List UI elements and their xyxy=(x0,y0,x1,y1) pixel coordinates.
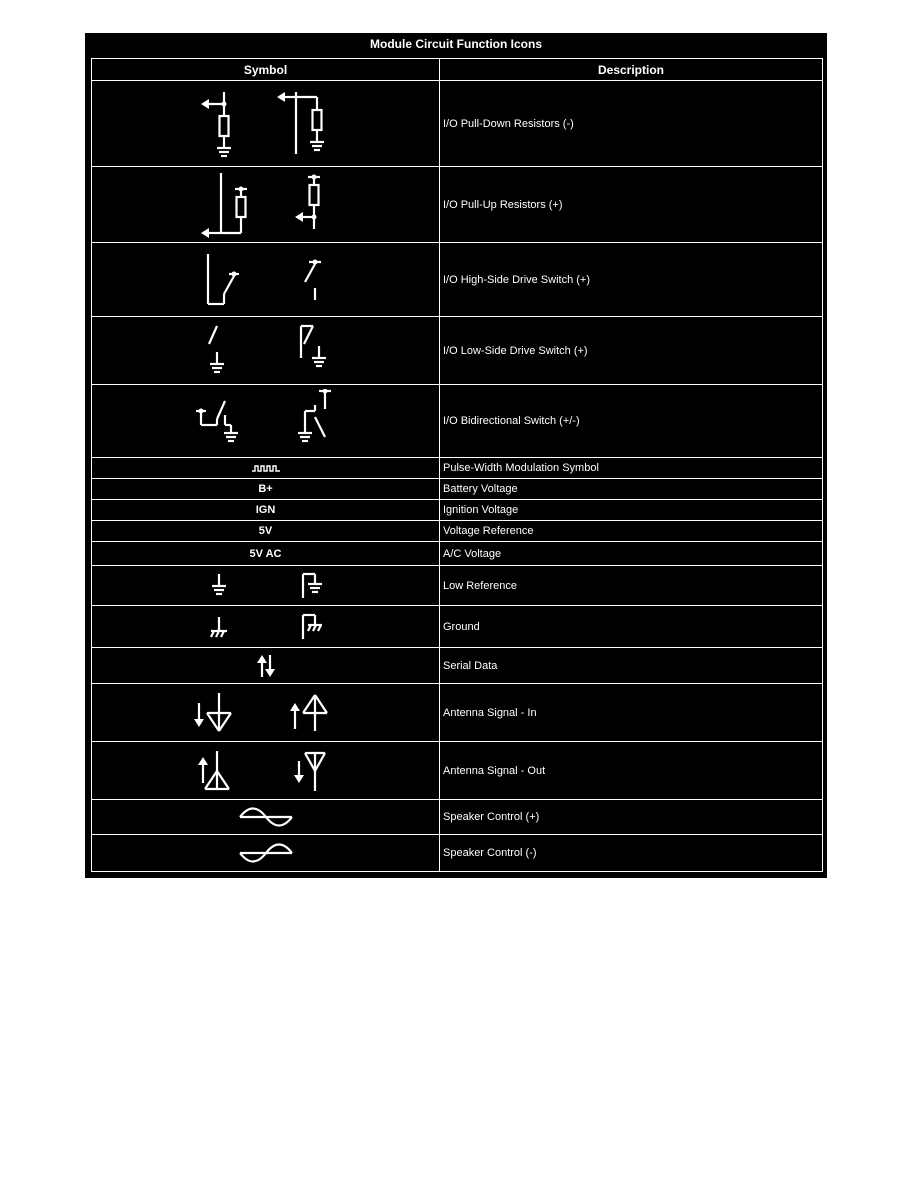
pwm-icon xyxy=(251,463,281,473)
speaker-negative-icon xyxy=(238,842,294,864)
table-row xyxy=(92,479,823,500)
table-row xyxy=(92,684,823,742)
row-description: Antenna Signal - In xyxy=(440,684,823,742)
row-description: Voltage Reference xyxy=(440,521,823,542)
row-description: I/O Bidirectional Switch (+/-) xyxy=(440,385,823,458)
description-header: Description xyxy=(440,59,823,81)
table-row xyxy=(92,458,823,479)
row-description: Ground xyxy=(440,606,823,648)
row-description: Serial Data xyxy=(440,648,823,684)
ground-icon xyxy=(191,611,341,643)
table-row xyxy=(92,742,823,800)
row-symbol-text: 5V AC xyxy=(92,542,440,566)
row-symbol-text: 5V xyxy=(92,521,440,542)
table-row xyxy=(92,167,823,243)
icons-table xyxy=(91,58,823,872)
row-description: I/O Low-Side Drive Switch (+) xyxy=(440,317,823,385)
bidirectional-switch-icon xyxy=(191,389,341,453)
row-symbol-text: B+ xyxy=(92,479,440,500)
antenna-out-icon xyxy=(191,747,341,795)
low-reference-icon xyxy=(191,570,341,602)
row-description: I/O High-Side Drive Switch (+) xyxy=(440,243,823,317)
row-description: Battery Voltage xyxy=(440,479,823,500)
row-description: Antenna Signal - Out xyxy=(440,742,823,800)
pull-down-resistors-icon xyxy=(191,88,341,160)
pull-up-resistors-icon xyxy=(191,169,341,241)
table-row xyxy=(92,385,823,458)
header-row xyxy=(92,59,823,81)
low-side-switch-icon xyxy=(191,320,341,382)
table-row xyxy=(92,317,823,385)
row-description: A/C Voltage xyxy=(440,542,823,566)
row-description: Speaker Control (-) xyxy=(440,835,823,872)
row-description: I/O Pull-Up Resistors (+) xyxy=(440,167,823,243)
table-row xyxy=(92,648,823,684)
row-description: Low Reference xyxy=(440,566,823,606)
row-description: Pulse-Width Modulation Symbol xyxy=(440,458,823,479)
table-row xyxy=(92,835,823,872)
table-row xyxy=(92,606,823,648)
icons-panel xyxy=(85,33,827,878)
table-row xyxy=(92,542,823,566)
symbol-header: Symbol xyxy=(92,59,440,81)
serial-data-icon xyxy=(254,653,278,679)
table-row xyxy=(92,81,823,167)
table-title: Module Circuit Function Icons xyxy=(370,37,542,51)
row-description: Speaker Control (+) xyxy=(440,800,823,835)
antenna-in-icon xyxy=(191,689,341,737)
table-row xyxy=(92,521,823,542)
row-symbol-text: IGN xyxy=(92,500,440,521)
row-description: Ignition Voltage xyxy=(440,500,823,521)
table-row xyxy=(92,500,823,521)
table-row xyxy=(92,566,823,606)
table-row xyxy=(92,243,823,317)
table-row xyxy=(92,800,823,835)
high-side-switch-icon xyxy=(191,248,341,312)
speaker-positive-icon xyxy=(238,806,294,828)
row-description: I/O Pull-Down Resistors (-) xyxy=(440,81,823,167)
